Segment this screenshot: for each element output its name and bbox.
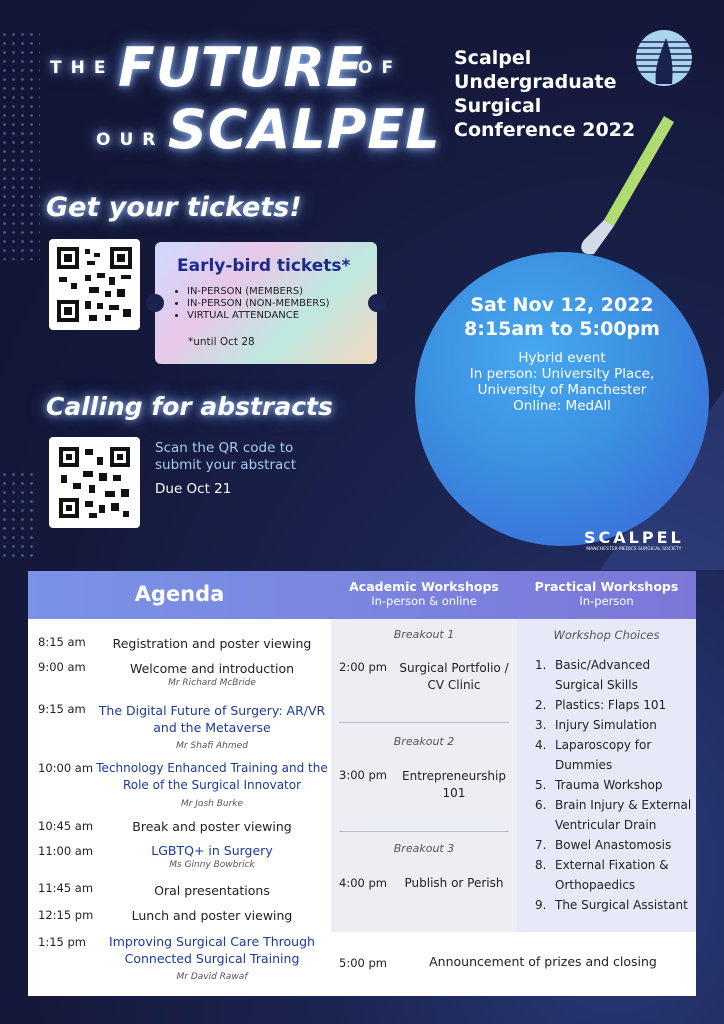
breakout-title: Entrepreneurship 101 (402, 769, 506, 800)
workshop-item: 9. The Surgical Assistant (535, 898, 688, 912)
agenda-item (96, 636, 328, 651)
workshop-list (535, 655, 695, 915)
agenda-item-title: Improving Surgical Care Through Connected Surgical Training (109, 934, 315, 966)
workshop-label: Injury Simulation (555, 718, 657, 732)
workshop-label: Bowel Anastomosis (555, 838, 672, 852)
dot-pattern-top-left (0, 30, 40, 260)
agenda-item-title: Oral presentations (154, 883, 270, 898)
academic-title: Academic Workshops (349, 579, 499, 594)
abstracts-scan-text: Scan the QR code to submit your abstract (155, 440, 296, 473)
agenda-item (96, 933, 328, 986)
breakout-time: 3:00 pm (339, 768, 387, 782)
event-date: Sat Nov 12, 2022 (470, 294, 654, 316)
agenda-time: 10:45 am (38, 819, 94, 833)
workshop-item: 3. Injury Simulation (535, 718, 657, 732)
workshop-label: The Surgical Assistant (555, 898, 688, 912)
agenda-item (96, 819, 328, 834)
breakout-divider (339, 722, 509, 723)
ticket-option: • VIRTUAL ATTENDANCE (187, 310, 330, 321)
ticket-title: Early-bird tickets* (177, 256, 351, 276)
conference-line-3: Surgical (454, 95, 542, 117)
agenda-item-title: LGBTQ+ in Surgery (151, 843, 273, 858)
agenda-item-title: Welcome and introduction (129, 661, 295, 676)
agenda-item-title: Technology Enhanced Training and the Role of the Surgical Innovator (96, 761, 328, 792)
agenda-title: Agenda (134, 582, 225, 606)
event-online: Online: MedAll (513, 398, 611, 414)
abstracts-qr-code[interactable] (49, 437, 140, 528)
agenda-item-title: Registration and poster viewing (112, 636, 312, 651)
breakout-label: Breakout 1 (393, 628, 455, 641)
agenda-time: 11:00 am (38, 844, 94, 858)
agenda-item (96, 843, 328, 870)
workshop-item: 1. Basic/Advanced Surgical Skills (535, 658, 651, 692)
practical-header (517, 579, 696, 608)
agenda-item (96, 760, 328, 813)
early-bird-ticket (155, 242, 377, 364)
scalpel-illustration (560, 108, 680, 258)
agenda-speaker: Ms Ginny Bowbrick (169, 860, 255, 870)
society-logo (584, 528, 684, 552)
agenda-card (28, 571, 696, 996)
title-of: OF (358, 58, 403, 78)
abstracts-due: Due Oct 21 (155, 481, 232, 497)
ticket-options (169, 286, 330, 322)
workshop-label: Laparoscopy for Dummies (555, 738, 652, 772)
agenda-item-title: The Digital Future of Surgery: AR/VR and the Metaverse (98, 703, 326, 735)
practical-title: Practical Workshops (534, 579, 679, 594)
workshop-item: 6. Brain Injury & External Ventricular Drain (535, 798, 692, 832)
ticket-option: • IN-PERSON (MEMBERS) (187, 286, 330, 297)
agenda-time: 9:15 am (38, 702, 86, 716)
society-emblem-icon (634, 28, 694, 88)
academic-subtitle: In-person & online (371, 594, 477, 608)
workshop-item: 2. Plastics: Flaps 101 (535, 698, 667, 712)
breakout-title: Surgical Portfolio / CV Clinic (399, 661, 509, 692)
ticket-notch-right (368, 294, 386, 312)
agenda-time: 11:45 am (38, 881, 94, 895)
workshop-label: External Fixation & Orthopaedics (555, 858, 669, 892)
event-format: Hybrid event (518, 350, 606, 366)
workshop-item: 8. External Fixation & Orthopaedics (535, 858, 669, 892)
agenda-header (28, 571, 696, 619)
workshop-label: Plastics: Flaps 101 (555, 698, 667, 712)
event-time: 8:15am to 5:00pm (464, 318, 660, 340)
agenda-speaker: Mr Richard McBride (168, 678, 256, 688)
title-the: THE (50, 58, 115, 78)
workshop-heading: Workshop Choices (553, 628, 660, 642)
ticket-notch-left (146, 294, 164, 312)
workshop-label: Trauma Workshop (555, 778, 663, 792)
agenda-speaker: Mr Shafi Ahmed (176, 741, 248, 751)
title-future: FUTURE (118, 36, 364, 99)
breakout-label: Breakout 3 (393, 842, 455, 855)
conference-line-1: Scalpel (454, 47, 532, 69)
agenda-speaker: Mr David Rawaf (176, 972, 248, 982)
agenda-item-title: Lunch and poster viewing (131, 908, 293, 923)
practical-subtitle: In-person (579, 594, 634, 608)
conference-line-4: Conference 2022 (454, 119, 636, 141)
agenda-time: 12:15 pm (38, 908, 94, 922)
agenda-item (96, 661, 328, 688)
agenda-item-title: Break and poster viewing (132, 819, 292, 834)
agenda-time: 8:15 am (38, 635, 86, 649)
agenda-item (96, 908, 328, 923)
tickets-qr-code[interactable] (49, 239, 140, 330)
conference-line-2: Undergraduate (454, 71, 617, 93)
ticket-option: • IN-PERSON (NON-MEMBERS) (187, 298, 330, 309)
ticket-note: *until Oct 28 (188, 336, 255, 348)
abstracts-heading: Calling for abstracts (46, 392, 333, 421)
agenda-time: 9:00 am (38, 660, 86, 674)
society-logo-name: SCALPEL (584, 528, 684, 547)
workshop-item: 5. Trauma Workshop (535, 778, 663, 792)
agenda-time: 10:00 am (38, 761, 94, 775)
breakout-divider (339, 831, 509, 832)
agenda-item (96, 883, 328, 898)
tickets-heading: Get your tickets! (46, 192, 302, 223)
dot-pattern-bottom-left (0, 470, 35, 560)
breakout-time: 2:00 pm (339, 660, 387, 674)
workshop-item: 7. Bowel Anastomosis (535, 838, 672, 852)
title-scalpel: SCALPEL (168, 98, 441, 161)
event-info-circle (415, 252, 709, 546)
breakout-time: 4:00 pm (339, 876, 387, 890)
title-our: OUR (96, 130, 165, 150)
breakout-label: Breakout 2 (393, 735, 455, 748)
event-inperson: In person: University Place, University of Manchester (469, 366, 655, 398)
academic-header (331, 579, 517, 608)
closing-time: 5:00 pm (339, 956, 387, 970)
closing-title: Announcement of prizes and closing (429, 954, 657, 969)
workshop-label: Brain Injury & External Ventricular Drain (555, 798, 692, 832)
society-logo-subtitle: MANCHESTER MEDICS SURGICAL SOCIETY (586, 547, 682, 552)
workshop-label: Basic/Advanced Surgical Skills (555, 658, 651, 692)
breakout-title: Publish or Perish (404, 876, 504, 890)
agenda-time: 1:15 pm (38, 935, 86, 949)
workshop-item: 4. Laparoscopy for Dummies (535, 738, 652, 772)
agenda-speaker: Mr Josh Burke (180, 799, 244, 809)
agenda-item (96, 702, 328, 755)
